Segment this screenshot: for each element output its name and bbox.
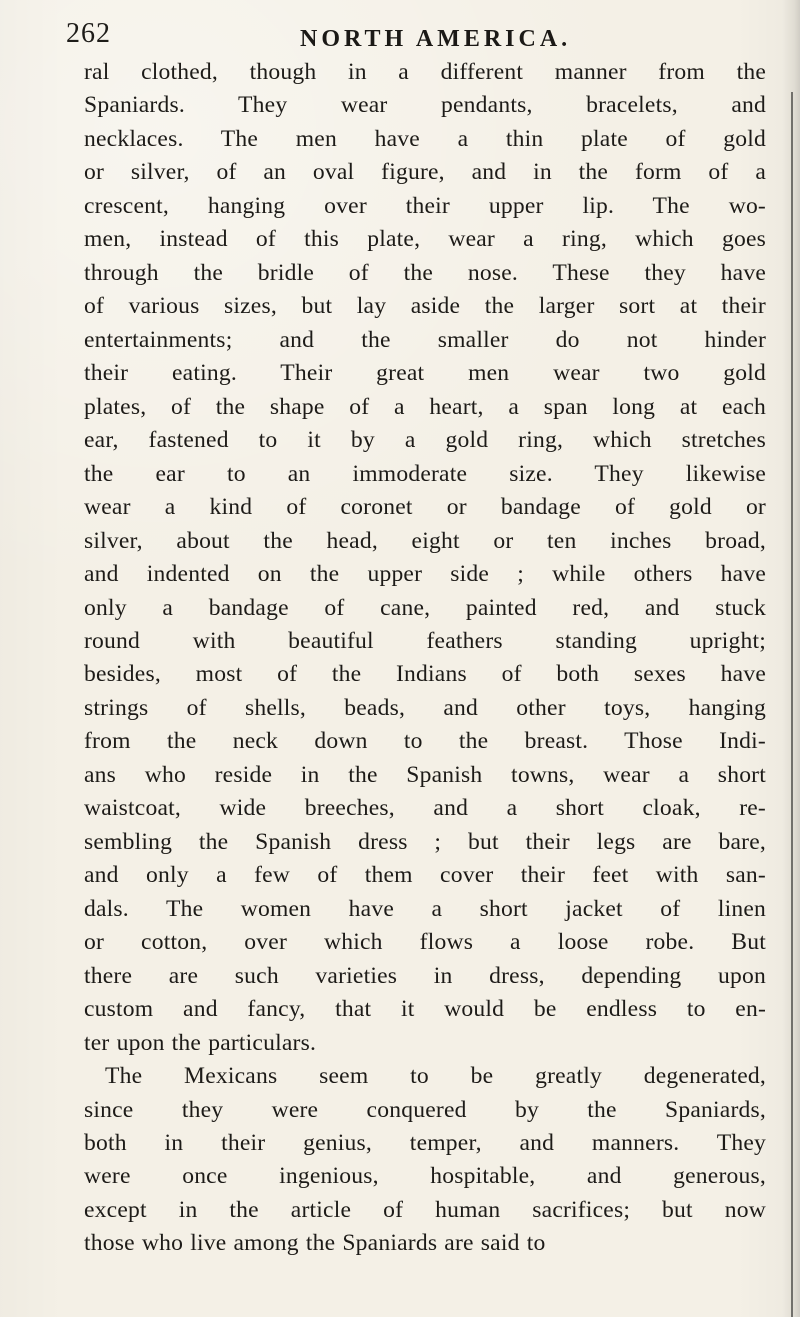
text-line: both in their genius, temper, and manners. They [84, 1130, 766, 1156]
text-line: Spaniards. They wear pendants, bracelets, and [84, 92, 766, 119]
text-line: ral clothed, though in a different manner from the [84, 59, 766, 85]
text-line: ans who reside in the Spanish towns, wear a short [84, 761, 766, 788]
text-line: custom and fancy, that it would be endless to en- [84, 996, 766, 1023]
page-edge-line [791, 92, 793, 1317]
body-text [84, 56, 766, 1261]
text-line: crescent, hanging over their upper lip. The wo- [84, 192, 766, 219]
text-line: or cotton, over which flows a loose robe. But [84, 929, 766, 956]
text-line: dals. The women have a short jacket of linen [84, 895, 766, 922]
text-line: there are such varieties in dress, depending upon [84, 962, 766, 989]
text-line: the ear to an immoderate size. They likewise [84, 460, 766, 487]
text-line: or silver, of an oval figure, and in the form of a [84, 159, 766, 186]
text-line: plates, of the shape of a heart, a span long at each [84, 393, 766, 420]
page-number: 262 [66, 18, 111, 49]
running-title: NORTH AMERICA. [300, 26, 572, 52]
text-line: besides, most of the Indians of both sexes have [84, 661, 766, 688]
text-line: and indented on the upper side ; while others have [84, 561, 766, 588]
text-line: ter upon the particulars. [84, 1029, 317, 1056]
text-line: except in the article of human sacrifices; but now [84, 1196, 766, 1223]
running-head [0, 0, 800, 64]
text-line: necklaces. The men have a thin plate of gold [84, 125, 766, 152]
text-line: of various sizes, but lay aside the larger sort at their [84, 293, 766, 320]
text-line: through the bridle of the nose. These they have [84, 259, 766, 286]
text-line: men, instead of this plate, wear a ring, which goes [84, 226, 766, 253]
text-line: only a bandage of cane, painted red, and stuck [84, 594, 766, 621]
text-line: round with beautiful feathers standing upright; [84, 627, 766, 654]
text-line: ear, fastened to it by a gold ring, which stretches [84, 427, 766, 454]
text-line: strings of shells, beads, and other toys, hanging [84, 694, 766, 721]
text-line: from the neck down to the breast. Those Indi- [84, 728, 766, 755]
text-line: wear a kind of coronet or bandage of gold or [84, 494, 766, 521]
paragraph-start-line: The Mexicans seem to be greatly degenerated, [105, 1063, 766, 1090]
text-line: those who live among the Spaniards are said to [84, 1230, 546, 1257]
text-line: sembling the Spanish dress ; but their legs are bare, [84, 828, 766, 855]
text-line: since they were conquered by the Spaniards, [84, 1096, 766, 1123]
text-line: waistcoat, wide breeches, and a short cloak, re- [84, 795, 766, 822]
text-line: silver, about the head, eight or ten inches broad, [84, 527, 766, 554]
text-line: their eating. Their great men wear two gold [84, 360, 766, 387]
text-line: were once ingenious, hospitable, and generous, [84, 1163, 766, 1190]
text-line: entertainments; and the smaller do not hinder [84, 326, 766, 353]
text-line: and only a few of them cover their feet with san- [84, 862, 766, 889]
